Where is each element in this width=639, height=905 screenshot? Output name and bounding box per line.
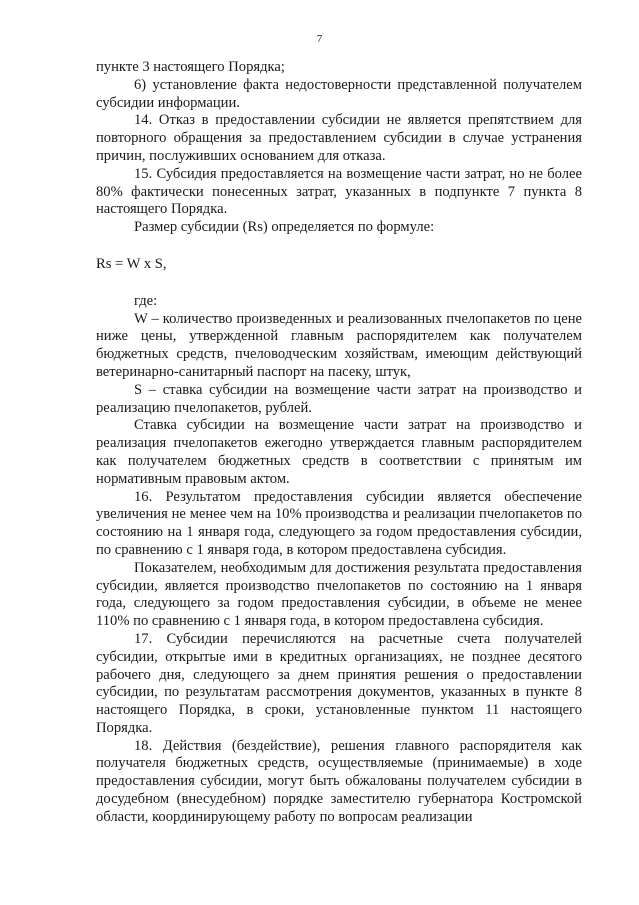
paragraph-rate: Ставка субсидии на возмещение части затрат на производство и реализация пчелопакетов ежегодно утверждается главным распорядителем как получателем бюджетных средств в соответствии с принятым им нормативным правовым актом. (96, 417, 582, 487)
paragraph-15: 15. Субсидия предоставляется на возмещение части затрат, но не более 80% фактически понесенных затрат, указанных в подпункте 7 пункта 8 настоящего Порядка. (96, 165, 582, 218)
page-number: 7 (316, 33, 323, 45)
paragraph-item-6: 6) установление факта недостоверности представленной получателем субсидии информации. (96, 76, 582, 111)
formula: Rs = W x S, (96, 255, 167, 272)
paragraph-16: 16. Результатом предоставления субсидии является обеспечение увеличения не менее чем на 10% производства и реализации пчелопакетов по состоянию на 1 января года, следующего за годом предоставления субсидии, по сравнению с 1 января года, в котором предоставлена субсидия. (96, 488, 582, 558)
paragraph-where: где: (134, 292, 158, 309)
paragraph-formula-intro: Размер субсидии (Rs) определяется по формуле: (134, 219, 435, 236)
paragraph-s-definition: S – ставка субсидии на возмещение части затрат на производство и реализацию пчелопакетов, рублей. (96, 381, 582, 416)
paragraph-w-definition: W – количество произведенных и реализованных пчелопакетов по цене ниже цены, утвержденной главным распорядителем как получателем бюджетных средств, пчеловодческим хозяйствам, имеющим действующий ветеринарно-санитарный паспорт на пасеку, штук, (96, 310, 582, 380)
paragraph-continuation: пункте 3 настоящего Порядка; (96, 59, 285, 75)
paragraph-17: 17. Субсидии перечисляются на расчетные счета получателей субсидии, открытые ими в кредитных организациях, не позднее десятого рабочего дня, следующего за днем принятия решения о предоставлении субсидии, по результатам рассмотрения документов, указанных в пункте 8 настоящего Порядка, в сроки, установленные пунктом 11 настоящего Порядка. (96, 630, 582, 736)
paragraph-18: 18. Действия (бездействие), решения главного распорядителя как получателя бюджетных средств, осуществляемые (принимаемые) в ходе предоставления субсидии, могут быть обжалованы получателем субсидии в досудебном (внесудебном) порядке заместителю губернатора Костромской области, координирующему работу по вопросам реализации (96, 737, 582, 825)
paragraph-14: 14. Отказ в предоставлении субсидии не является препятствием для повторного обращения за предоставлением субсидии в случае устранения причин, послуживших основанием для отказа. (96, 112, 582, 164)
paragraph-indicator: Показателем, необходимым для достижения результата предоставления субсидии, является производство пчелопакетов по состоянию на 1 января года, следующего за годом предоставления субсидии, в объеме не менее 110% по сравнению с 1 января года, в котором предоставлена субсидия. (96, 559, 582, 630)
document-body (96, 59, 582, 827)
